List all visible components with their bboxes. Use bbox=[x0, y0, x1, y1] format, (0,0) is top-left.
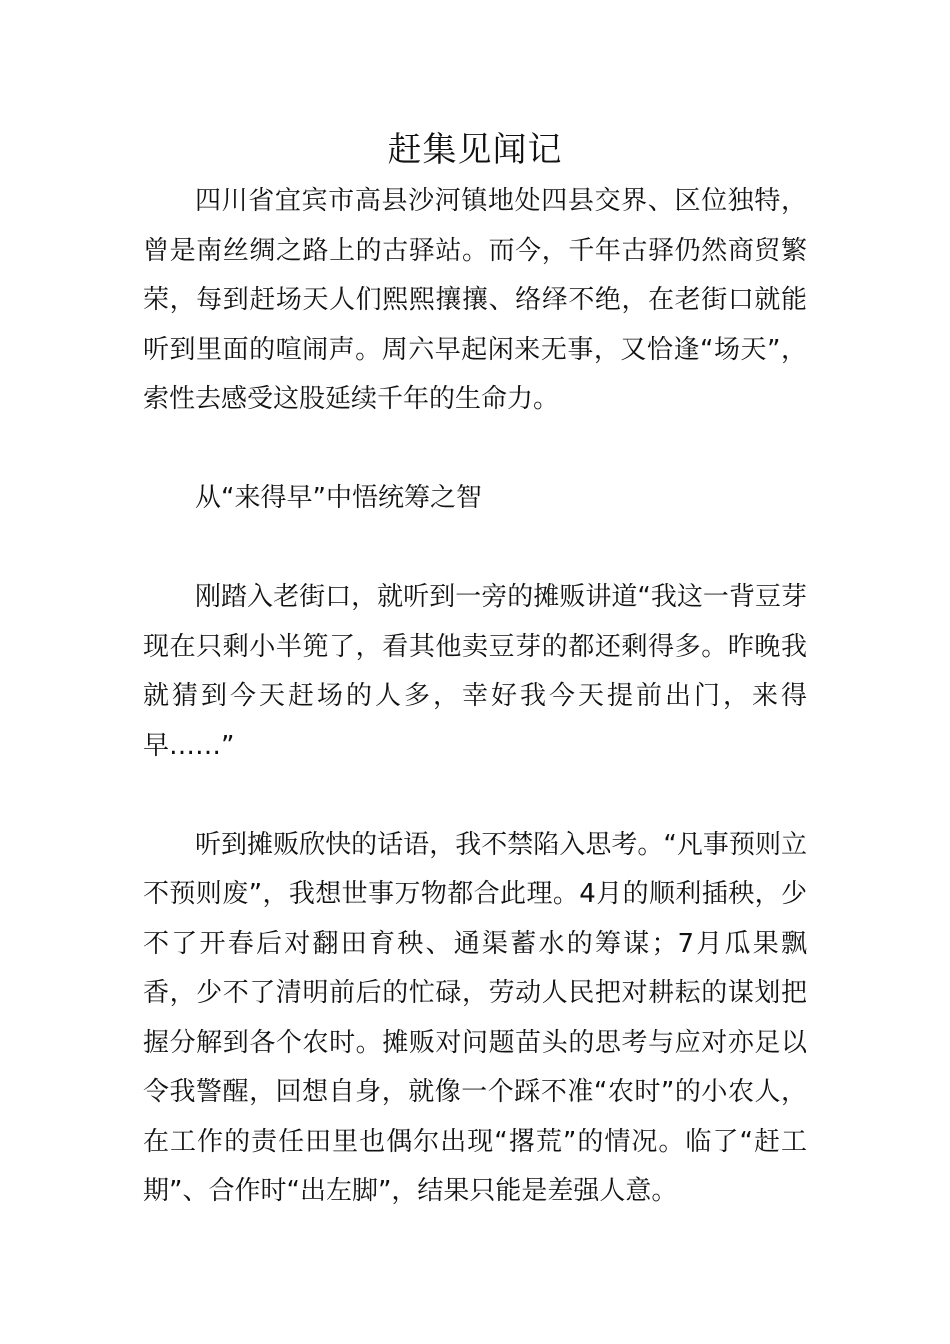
paragraph-spacer bbox=[143, 771, 807, 821]
paragraph-vendor-quote: 刚踏入老街口，就听到一旁的摊贩讲道“我这一背豆芽现在只剩小半篼了，看其他卖豆芽的都还剩得多。昨晚我就猜到今天赶场的人多，幸好我今天提前出门，来得早……” bbox=[143, 582, 807, 761]
paragraph-spacer bbox=[143, 524, 807, 574]
paragraph-intro: 四川省宜宾市高县沙河镇地处四县交界、区位独特，曾是南丝绸之路上的古驿站。而今，千年古驿仍然商贸繁荣，每到赶场天人们熙熙攘攘、络绎不绝，在老街口就能听到里面的喧闹声。周六早起闲来无事，又恰逢“场天”，索性去感受这股延续千年的生命力。 bbox=[143, 186, 807, 414]
document-body bbox=[143, 177, 807, 1217]
paragraph-spacer bbox=[143, 425, 807, 475]
paragraph-reflection: 听到摊贩欣快的话语，我不禁陷入思考。“凡事预则立不预则废”，我想世事万物都合此理。4月的顺利插秧，少不了开春后对翻田育秧、通渠蓄水的筹谋；7月瓜果飘香，少不了清明前后的忙碌，劳动人民把对耕耘的谋划把握分解到各个农时。摊贩对问题苗头的思考与应对亦足以令我警醒，回想自身，就像一个踩不准“农时”的小农人，在工作的责任田里也偶尔出现“撂荒”的情况。临了“赶工期”、合作时“出左脚”，结果只能是差强人意。 bbox=[143, 829, 807, 1206]
section-heading: 从“来得早”中悟统筹之智 bbox=[195, 483, 482, 513]
document-title: 赶集见闻记 bbox=[387, 130, 563, 170]
